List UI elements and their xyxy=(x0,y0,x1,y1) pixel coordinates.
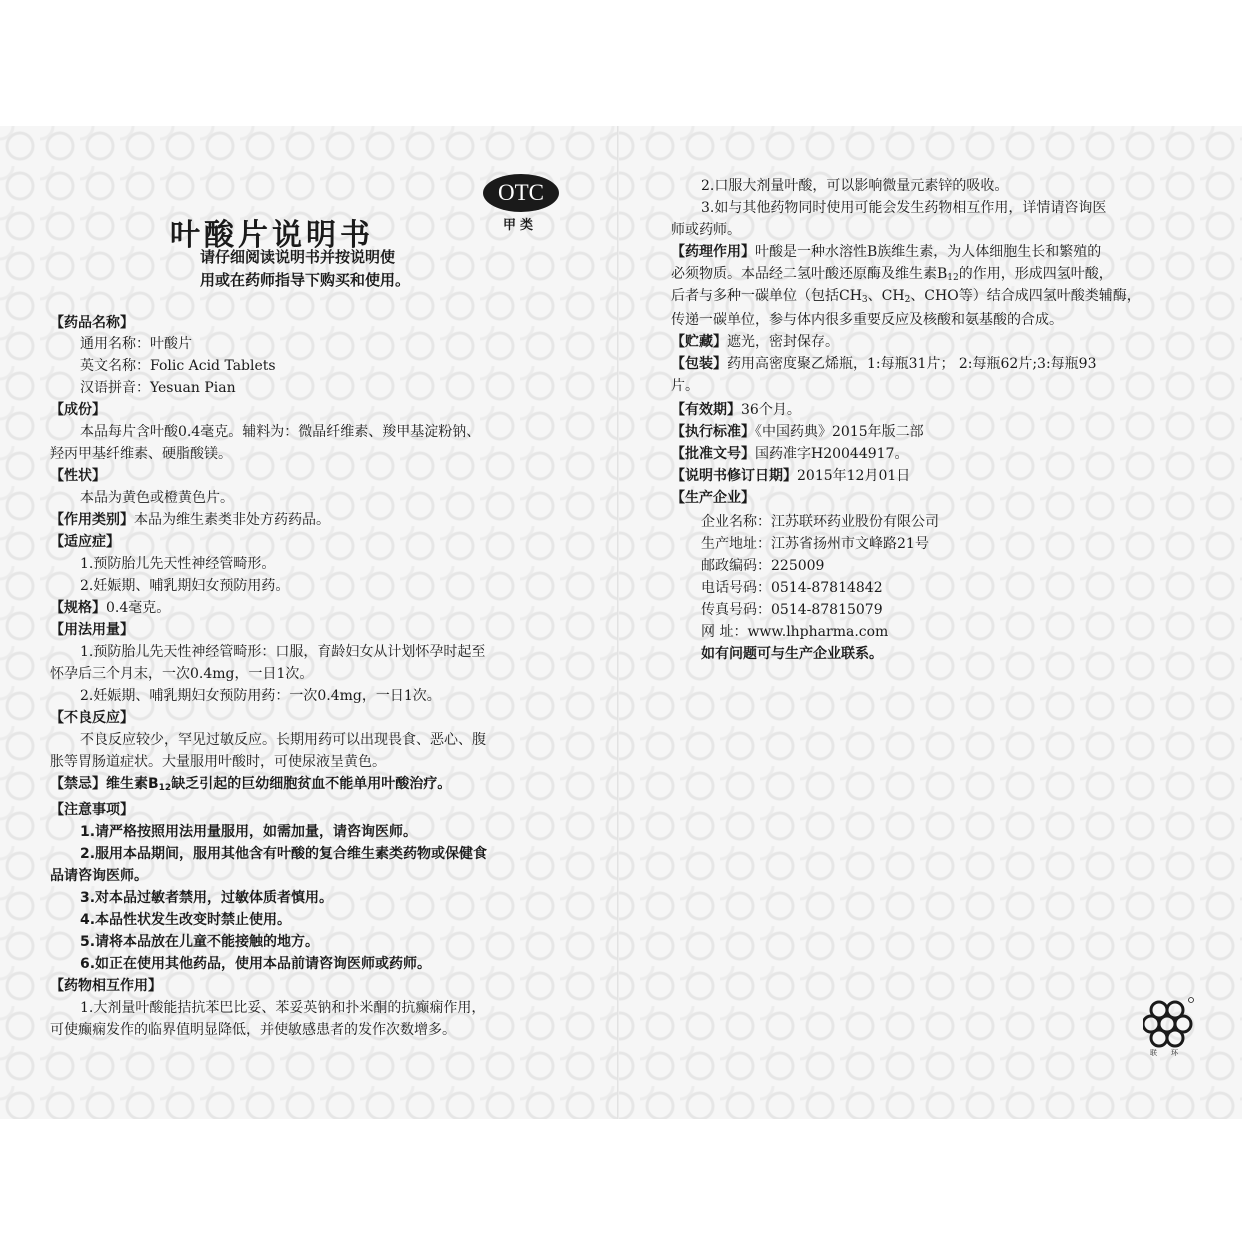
interaction-1b: 可使癫痫发作的临界值明显降低，并使敏感患者的发作次数增多。 xyxy=(50,1022,456,1038)
section-package: 【包装】 xyxy=(671,356,727,372)
pharmacology-sub-12: 12 xyxy=(947,273,959,283)
contra-subscript: 12 xyxy=(158,783,172,793)
pharmacology-text-3a: 后者与多种一碳单位（包括CH xyxy=(671,288,862,304)
company-website: 网 址：www.lhpharma.com xyxy=(701,624,889,640)
generic-name: 通用名称：叶酸片 xyxy=(80,336,192,352)
interaction-3a: 3.如与其他药物同时使用可能会发生药物相互作用，详情请咨询医 xyxy=(701,200,1107,216)
contra-text-b: 缺乏引起的巨幼细胞贫血不能单用叶酸治疗。 xyxy=(171,776,452,792)
leaflet-sheet xyxy=(0,126,1242,1119)
interaction-1a: 1.大剂量叶酸能拮抗苯巴比妥、苯妥英钠和扑米酮的抗癫痫作用， xyxy=(80,1000,486,1016)
validity-text: 36个月。 xyxy=(741,402,801,418)
indication-2: 2.妊娠期、哺乳期妇女预防用药。 xyxy=(80,578,290,594)
fold-line xyxy=(617,126,619,1119)
spec-row xyxy=(50,598,170,618)
company-phone: 电话号码：0514-87814842 xyxy=(701,580,883,596)
appearance-text: 本品为黄色或橙黄色片。 xyxy=(80,490,234,506)
pinyin-name: 汉语拼音：Yesuan Pian xyxy=(80,380,236,396)
package-text-1: 药用高密度聚乙烯瓶，1:每瓶31片； 2:每瓶62片;3:每瓶93 xyxy=(727,356,1097,372)
pharmacology-text-3c: 、CHO等）结合成四氢叶酸类辅酶， xyxy=(910,288,1141,304)
section-precautions: 【注意事项】 xyxy=(50,802,134,818)
package-row xyxy=(671,354,1096,374)
category-text: 本品为维生素类非处方药药品。 xyxy=(134,512,330,528)
approval-row xyxy=(671,444,908,464)
storage-row xyxy=(671,332,839,352)
subtitle-line-2: 用或在药师指导下购买和使用。 xyxy=(200,271,411,289)
interaction-3b: 师或药师。 xyxy=(671,222,741,238)
revision-row xyxy=(671,466,910,486)
logo-text: 联环 xyxy=(1150,1049,1192,1057)
pharmacology-text-4: 传递一碳单位，参与体内很多重要反应及核酸和氨基酸的合成。 xyxy=(671,312,1063,328)
section-indications: 【适应症】 xyxy=(50,534,120,550)
otc-badge: OTC xyxy=(483,174,559,212)
subtitle-line-1: 请仔细阅读说明书并按说明使 xyxy=(200,248,396,266)
contra-text-a: 维生素B xyxy=(106,776,159,792)
section-appearance: 【性状】 xyxy=(50,468,106,484)
otc-class-label: 甲类 xyxy=(503,218,538,233)
contact-note: 如有问题可与生产企业联系。 xyxy=(701,646,883,662)
pharmacology-row-1 xyxy=(671,242,1101,262)
section-drug-name: 【药品名称】 xyxy=(50,315,134,331)
adverse-text-2: 胀等胃肠道症状。大量服用叶酸时，可使尿液呈黄色。 xyxy=(50,754,386,770)
pharmacology-text-2b: 的作用，形成四氢叶酸， xyxy=(958,266,1113,282)
section-revision-date: 【说明书修订日期】 xyxy=(671,468,797,484)
interaction-2: 2.口服大剂量叶酸，可以影响微量元素锌的吸收。 xyxy=(701,178,1009,194)
precaution-6: 6.如正在使用其他药品，使用本品前请咨询医师或药师。 xyxy=(80,956,432,972)
precaution-4: 4.本品性状发生改变时禁止使用。 xyxy=(80,912,292,928)
section-manufacturer: 【生产企业】 xyxy=(671,490,755,506)
section-validity: 【有效期】 xyxy=(671,402,741,418)
section-storage: 【贮藏】 xyxy=(671,334,727,350)
pharmacology-row-3 xyxy=(671,286,1141,310)
section-approval: 【批准文号】 xyxy=(671,446,755,462)
ingredients-text-1: 本品每片含叶酸0.4毫克。辅料为：微晶纤维素、羧甲基淀粉钠、 xyxy=(80,424,481,440)
precaution-3: 3.对本品过敏者禁用，过敏体质者慎用。 xyxy=(80,890,334,906)
revision-text: 2015年12月01日 xyxy=(797,468,911,484)
contraindication-row xyxy=(50,774,451,798)
pharmacology-row-2 xyxy=(671,264,1113,288)
section-spec: 【规格】 xyxy=(50,600,106,616)
section-contraindication: 【禁忌】 xyxy=(50,776,106,792)
company-postcode: 邮政编码：225009 xyxy=(701,558,825,574)
pharmacology-text-3b: 、CH xyxy=(867,288,905,304)
package-text-2: 片。 xyxy=(671,378,699,394)
usage-1b: 怀孕后三个月末，一次0.4mg，一日1次。 xyxy=(50,666,314,682)
storage-text: 遮光，密封保存。 xyxy=(727,334,839,350)
pharmacology-sub-3: 3 xyxy=(861,295,868,305)
section-pharmacology: 【药理作用】 xyxy=(671,244,755,260)
section-interactions: 【药物相互作用】 xyxy=(50,978,162,994)
indication-1: 1.预防胎儿先天性神经管畸形。 xyxy=(80,556,276,572)
company-logo-icon xyxy=(1143,996,1195,1052)
adverse-text-1: 不良反应较少，罕见过敏反应。长期用药可以出现畏食、恶心、腹 xyxy=(80,732,486,748)
company-name: 企业名称：江苏联环药业股份有限公司 xyxy=(701,514,939,530)
pharmacology-text-1: 叶酸是一种水溶性B族维生素，为人体细胞生长和繁殖的 xyxy=(755,244,1102,260)
precaution-2a: 2.服用本品期间，服用其他含有叶酸的复合维生素类药物或保健食 xyxy=(80,846,488,862)
english-name: 英文名称：Folic Acid Tablets xyxy=(80,358,276,374)
document-title: 叶酸片说明书 xyxy=(170,218,374,253)
usage-1a: 1.预防胎儿先天性神经管畸形：口服，育龄妇女从计划怀孕时起至 xyxy=(80,644,486,660)
section-standard: 【执行标准】 xyxy=(671,424,755,440)
pharmacology-text-2: 必须物质。本品经二氢叶酸还原酶及维生素B xyxy=(671,266,948,282)
usage-2: 2.妊娠期、哺乳期妇女预防用药：一次0.4mg，一日1次。 xyxy=(80,688,441,704)
category-row xyxy=(50,510,330,530)
pharmacology-sub-2: 2 xyxy=(904,295,911,305)
section-usage: 【用法用量】 xyxy=(50,622,134,638)
ingredients-text-2: 羟丙甲基纤维素、硬脂酸镁。 xyxy=(50,446,232,462)
approval-text: 国药准字H20044917。 xyxy=(755,446,909,462)
company-address: 生产地址：江苏省扬州市文峰路21号 xyxy=(701,536,929,552)
precaution-5: 5.请将本品放在儿童不能接触的地方。 xyxy=(80,934,320,950)
precaution-2b: 品请咨询医师。 xyxy=(50,868,148,884)
section-ingredients: 【成份】 xyxy=(50,402,106,418)
section-category: 【作用类别】 xyxy=(50,512,134,528)
section-adverse: 【不良反应】 xyxy=(50,710,134,726)
standard-row xyxy=(671,422,924,442)
company-fax: 传真号码：0514-87815079 xyxy=(701,602,883,618)
precaution-1: 1.请严格按照用法用量服用，如需加量，请咨询医师。 xyxy=(80,824,418,840)
validity-row xyxy=(671,400,801,420)
standard-text: 《中国药典》2015年版二部 xyxy=(755,424,924,440)
spec-text: 0.4毫克。 xyxy=(106,600,171,616)
